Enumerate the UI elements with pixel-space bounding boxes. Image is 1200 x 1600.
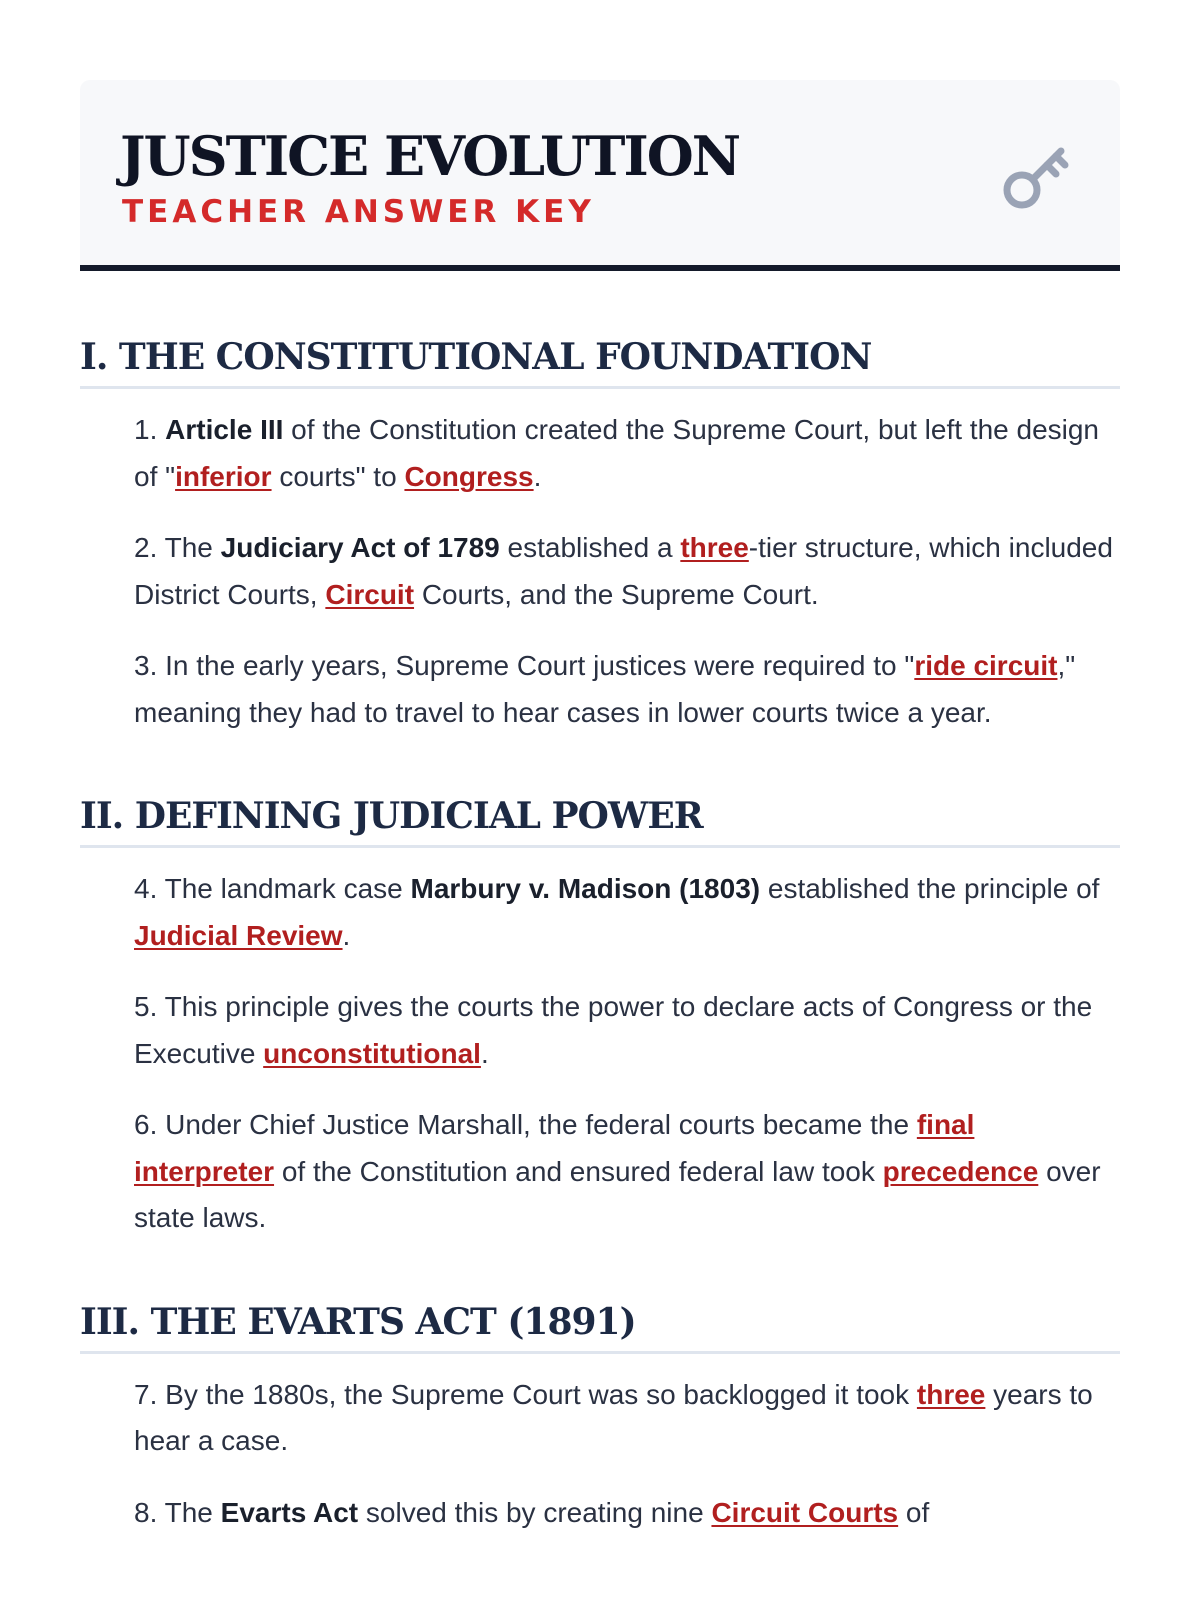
question-number: 1. (134, 414, 166, 445)
answer-text: three (916, 1378, 986, 1410)
question-text: -tier structure, which included District Courts, (134, 532, 1113, 610)
section-2 (80, 793, 1120, 1242)
key-term: Marbury v. Madison (1803) (410, 873, 761, 904)
answer-text: ride circuit (914, 650, 1058, 681)
answer-text: final interpreter (134, 1109, 975, 1187)
question-text: In the early years, Supreme Court justices were required to " (165, 650, 915, 681)
answer-text: Congress (404, 460, 534, 492)
question-text: The landmark case (164, 873, 411, 904)
question-list (80, 407, 1120, 736)
answer-text: Judicial Review (134, 919, 343, 951)
key-term: Article III (165, 414, 284, 445)
question-list (80, 1372, 1120, 1537)
question-item (134, 866, 1120, 959)
question-number: 3. (134, 650, 166, 681)
question-text: of the Constitution created the Supreme Court, but left the design of " (134, 414, 1100, 492)
question-text: . (533, 460, 542, 492)
question-number: 4. (134, 873, 165, 904)
answer-text: Circuit (325, 578, 415, 610)
question-text: solved this by creating nine (358, 1496, 712, 1528)
question-item (134, 984, 1120, 1077)
question-text: established the principle of (760, 873, 1100, 904)
question-number: 8. (134, 1496, 165, 1528)
question-number: 2. (134, 532, 165, 563)
question-text: courts" to (271, 460, 405, 492)
question-text: This principle gives the courts the power to declare acts of Congress or the Executive (134, 991, 1093, 1069)
header (80, 80, 1120, 271)
question-item (134, 643, 1120, 736)
key-term: Evarts Act (220, 1496, 359, 1528)
key-term: Judiciary Act of 1789 (220, 532, 500, 563)
question-number: 7. (134, 1378, 166, 1410)
answer-text: three (680, 532, 749, 563)
question-text: of (898, 1496, 930, 1528)
answer-text: unconstitutional (263, 1037, 481, 1069)
key-icon (1000, 136, 1080, 216)
question-text: The (164, 1496, 221, 1528)
question-text: The (164, 532, 221, 563)
question-item (134, 407, 1120, 500)
question-text: . (480, 1037, 489, 1069)
question-text: Under Chief Justice Marshall, the federal courts became the (165, 1109, 917, 1140)
question-item (134, 1490, 1120, 1537)
answer-text: precedence (882, 1155, 1039, 1187)
question-text: By the 1880s, the Supreme Court was so backlogged it took (165, 1378, 917, 1410)
question-text: years to hear a case. (134, 1378, 1093, 1456)
question-item (134, 525, 1120, 618)
question-text: over state laws. (134, 1155, 1101, 1233)
answer-key-page (80, 80, 1120, 1561)
section-title: II. DEFINING JUDICIAL POWER (80, 793, 1120, 848)
section-3 (80, 1299, 1120, 1537)
sections-container (80, 334, 1120, 1536)
question-item (134, 1372, 1120, 1465)
question-number: 6. (134, 1109, 166, 1140)
question-text: ," meaning they had to travel to hear cases in lower courts twice a year. (134, 650, 1076, 728)
page-title: JUSTICE EVOLUTION (120, 124, 740, 188)
section-1 (80, 334, 1120, 736)
answer-text: Circuit Courts (711, 1496, 899, 1528)
answer-text: inferior (175, 460, 272, 492)
section-title: I. THE CONSTITUTIONAL FOUNDATION (80, 334, 1120, 389)
question-item (134, 1102, 1120, 1242)
section-title: III. THE EVARTS ACT (1891) (80, 1299, 1120, 1354)
question-number: 5. (134, 991, 165, 1022)
page-subtitle: TEACHER ANSWER KEY (122, 194, 595, 230)
question-text: established a (499, 532, 681, 563)
question-text: of the Constitution and ensured federal law took (274, 1155, 883, 1187)
question-list (80, 866, 1120, 1242)
question-text: Courts, and the Supreme Court. (414, 578, 819, 610)
question-text: . (342, 919, 351, 951)
